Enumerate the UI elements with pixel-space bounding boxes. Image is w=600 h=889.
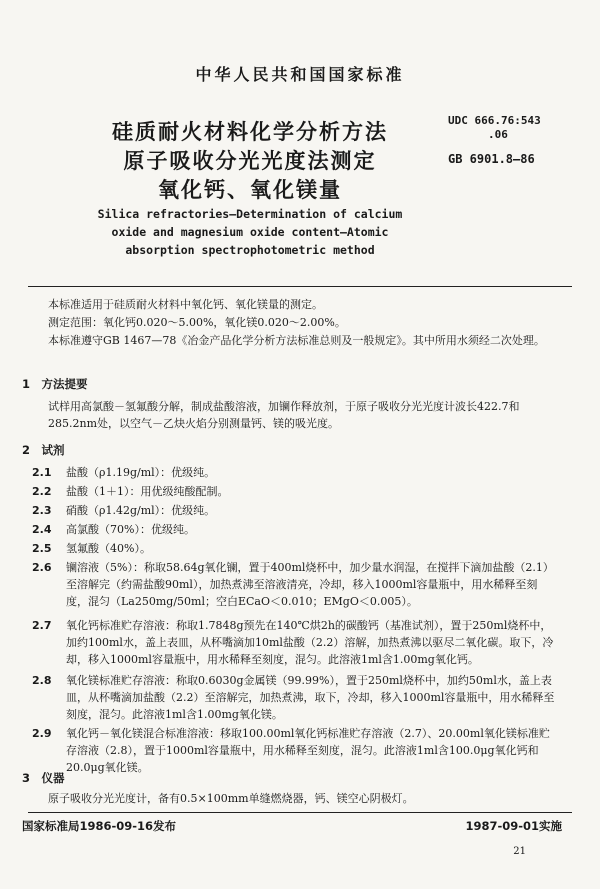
title-en-line-2: oxide and magnesium oxide content—Atomic: [111, 225, 389, 239]
reagent-item: [32, 464, 556, 481]
item-number: 2.6: [32, 561, 52, 574]
udc-code: UDC 666.76:543: [448, 114, 541, 127]
intro-scope: 本标准适用于硅质耐火材料中氧化钙、氧化镁量的测定。: [48, 298, 323, 311]
item-number: 2.3: [32, 504, 52, 517]
intro-compliance: 本标准遵守GB 1467—78《冶金产品化学分析方法标准总则及一般规定》。其中所用水须经二次处理。: [48, 334, 545, 347]
country-standard-heading: 中华人民共和国国家标准: [195, 65, 405, 84]
title-en-line-3: absorption spectrophotometric method: [125, 243, 375, 257]
item-number: 2.1: [32, 466, 52, 479]
title-cn-line-2: 原子吸收分光光度法测定: [123, 148, 377, 173]
item-text: 硝酸（ρ1.42g/ml）：优级纯。: [66, 504, 216, 517]
page-number: 21: [513, 846, 526, 857]
item-text: 氢氟酸（40%）。: [66, 542, 151, 555]
item-text: 镧溶液（5%）：称取58.64g氧化镧，置于400ml烧杯中，加少量水润湿，在搅拌下滴加盐酸（2.1）至溶解完（约需盐酸90ml），加热煮沸至溶液清亮，冷却，移入1000ml容量瓶中，用水稀释至刻度，混匀（La250mg/50ml；空白ECaO＜0.010；EMgO＜0.005）。: [66, 561, 554, 608]
reagent-item: [32, 483, 556, 500]
section-3-paragraph: 原子吸收分光光度计，备有0.5×100mm单缝燃烧器，钙、镁空心阴极灯。: [48, 792, 414, 805]
section-heading-2: 2 试剂: [22, 443, 65, 457]
section-heading-3: 3 仪器: [22, 771, 65, 785]
footer-divider: [28, 812, 572, 813]
section-heading-1: 1 方法提要: [22, 377, 88, 391]
reagent-item: [32, 725, 556, 776]
item-number: 2.2: [32, 485, 52, 498]
item-number: 2.9: [32, 727, 52, 740]
intro-range: 测定范围：氧化钙0.020～5.00%，氧化镁0.020～2.00%。: [48, 316, 346, 329]
issue-date: 国家标准局1986-09-16发布: [22, 819, 177, 833]
reagent-item: [32, 502, 556, 519]
reagent-item: [32, 521, 556, 538]
item-number: 2.8: [32, 674, 52, 687]
item-text: 氧化钙－氧化镁混合标准溶液：移取100.00ml氧化钙标准贮存溶液（2.7）、20.00ml氧化镁标准贮存溶液（2.8），置于1000ml容量瓶中，用水稀释至刻度，混匀。此溶液1ml含100.0μg氧化钙和20.0μg氧化镁。: [66, 727, 550, 774]
item-text: 盐酸（1＋1）：用优级纯酸配制。: [66, 485, 229, 498]
section-1-paragraph: 试样用高氯酸－氢氟酸分解，制成盐酸溶液，加镧作释放剂，于原子吸收分光光度计波长422.7和285.2nm处，以空气－乙炔火焰分别测量钙、镁的吸光度。: [48, 400, 520, 430]
reagent-item: [32, 540, 556, 557]
footer: [22, 818, 578, 834]
effective-date: 1987-09-01实施: [465, 819, 562, 833]
reagent-item: [32, 559, 556, 610]
udc-code-suffix: .06: [488, 128, 508, 141]
reagent-item: [32, 672, 556, 723]
gb-number: GB 6901.8—86: [448, 152, 535, 166]
classification-block: [448, 114, 541, 166]
header-divider: [28, 286, 572, 287]
title-cn-line-1: 硅质耐火材料化学分析方法: [112, 119, 388, 144]
item-number: 2.5: [32, 542, 52, 555]
item-text: 氧化钙标准贮存溶液：称取1.7848g预先在140℃烘2h的碳酸钙（基准试剂），置于250ml烧杯中，加约100ml水，盖上表皿，从杯嘴滴加10ml盐酸（2.2）溶解，加热煮沸以驱尽二氧化碳。取下，冷却，移入1000ml容量瓶中，用水稀释至刻度，混匀。此溶液1ml含1.00mg氧化钙。: [66, 619, 554, 666]
reagent-item: [32, 617, 556, 668]
item-text: 氧化镁标准贮存溶液：称取0.6030g金属镁（99.99%），置于250ml烧杯中，加约50ml水，盖上表皿，从杯嘴滴加盐酸（2.2）至溶解完，加热煮沸，取下，冷却，移入1000ml容量瓶中，用水稀释至刻度，混匀。此溶液1ml含1.00mg氧化镁。: [66, 674, 555, 721]
item-number: 2.4: [32, 523, 52, 536]
title-en-line-1: Silica refractories—Determination of calcium: [97, 207, 403, 221]
item-number: 2.7: [32, 619, 52, 632]
title-cn-line-3: 氧化钙、氧化镁量: [158, 177, 342, 202]
item-text: 高氯酸（70%）：优级纯。: [66, 523, 195, 536]
item-text: 盐酸（ρ1.19g/ml）：优级纯。: [66, 466, 216, 479]
